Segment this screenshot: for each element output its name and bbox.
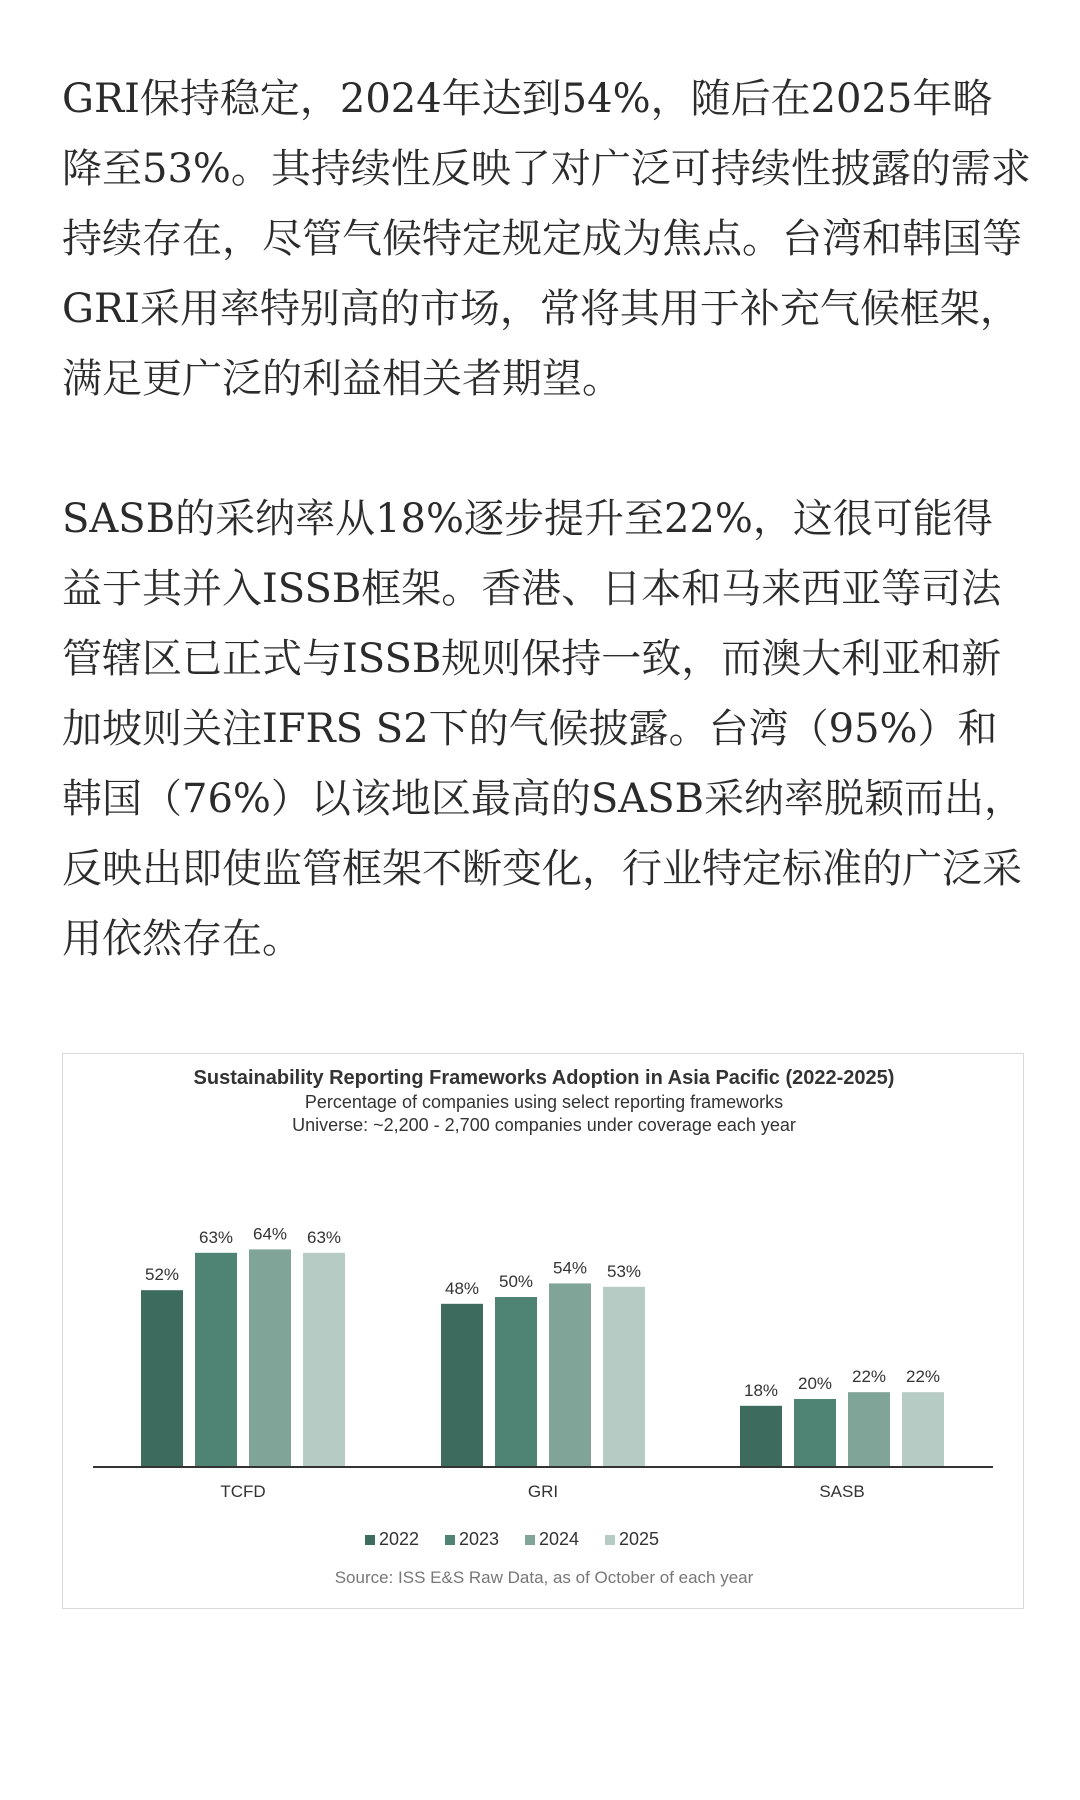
bar-tcfd-2025	[303, 1253, 345, 1467]
bar-sasb-2023	[794, 1399, 836, 1467]
bar-tcfd-2022	[141, 1290, 183, 1467]
data-label-gri-2022: 48%	[444, 1278, 480, 1298]
chart-legend	[365, 1529, 659, 1549]
legend-swatch-2022	[365, 1535, 375, 1545]
chart-title: Sustainability Reporting Frameworks Adoption in Asia Pacific (2022-2025)	[193, 1067, 895, 1089]
bar-gri-2024	[549, 1283, 591, 1467]
bar-sasb-2024	[848, 1392, 890, 1467]
bar-sasb-2022	[740, 1406, 782, 1467]
paragraph-gri: GRI保持稳定，2024年达到54%，随后在2025年略降至53%。其持续性反映了对广泛可持续性披露的需求持续存在，尽管气候特定规定成为焦点。台湾和韩国等GRI采用率特别高的市场，常将其用于补充气候框架，满足更广泛的利益相关者期望。	[62, 76, 1031, 402]
bar-tcfd-2024	[249, 1249, 291, 1467]
legend-label-2024: 2024	[539, 1529, 580, 1549]
data-label-tcfd-2024: 64%	[252, 1224, 288, 1244]
plot-area	[141, 1224, 944, 1467]
bar-tcfd-2023	[195, 1253, 237, 1467]
legend-swatch-2025	[605, 1535, 615, 1545]
article-body	[62, 64, 1032, 974]
data-label-tcfd-2022: 52%	[144, 1265, 180, 1285]
category-label-gri: GRI	[527, 1482, 559, 1501]
category-labels	[220, 1482, 864, 1501]
legend-label-2025: 2025	[619, 1529, 660, 1549]
bar-chart	[63, 1054, 1025, 1610]
chart-figure	[62, 1053, 1024, 1609]
data-label-gri-2024: 54%	[552, 1258, 588, 1278]
legend-swatch-2023	[445, 1535, 455, 1545]
category-label-sasb: SASB	[819, 1482, 865, 1501]
data-label-gri-2025: 53%	[606, 1261, 642, 1281]
data-label-sasb-2023: 20%	[797, 1374, 833, 1393]
bar-sasb-2025	[902, 1392, 944, 1467]
legend-label-2022: 2022	[379, 1529, 420, 1549]
chart-subtitle-line-1: Percentage of companies using select reporting frameworks	[304, 1092, 784, 1112]
data-label-tcfd-2023: 63%	[198, 1227, 234, 1247]
data-label-tcfd-2025: 63%	[306, 1227, 342, 1247]
bar-gri-2022	[441, 1304, 483, 1467]
data-label-sasb-2024: 22%	[851, 1367, 887, 1387]
paragraph-sasb: SASB的采纳率从18%逐步提升至22%，这很可能得益于其并入ISSB框架。香港、日本和马来西亚等司法管辖区已正式与ISSB规则保持一致，而澳大利亚和新加坡则关注IFRS S2下的气候披露。台湾（95%）和韩国（76%）以该地区最高的SASB采纳率脱颖而出，反映出即使监管框架不断变化，行业特定标准的广泛采用依然存在。	[62, 496, 1024, 962]
chart-subtitle-line-2: Universe: ~2,200 - 2,700 companies under coverage each year	[292, 1115, 796, 1135]
data-label-gri-2023: 50%	[498, 1272, 534, 1291]
bar-gri-2025	[603, 1287, 645, 1467]
data-label-sasb-2025: 22%	[905, 1367, 941, 1387]
legend-label-2023: 2023	[459, 1529, 500, 1549]
data-label-sasb-2022: 18%	[743, 1380, 779, 1400]
category-label-tcfd: TCFD	[220, 1482, 266, 1501]
legend-swatch-2024	[525, 1535, 535, 1545]
chart-source: Source: ISS E&S Raw Data, as of October of each year	[334, 1568, 754, 1587]
bar-gri-2023	[495, 1297, 537, 1467]
